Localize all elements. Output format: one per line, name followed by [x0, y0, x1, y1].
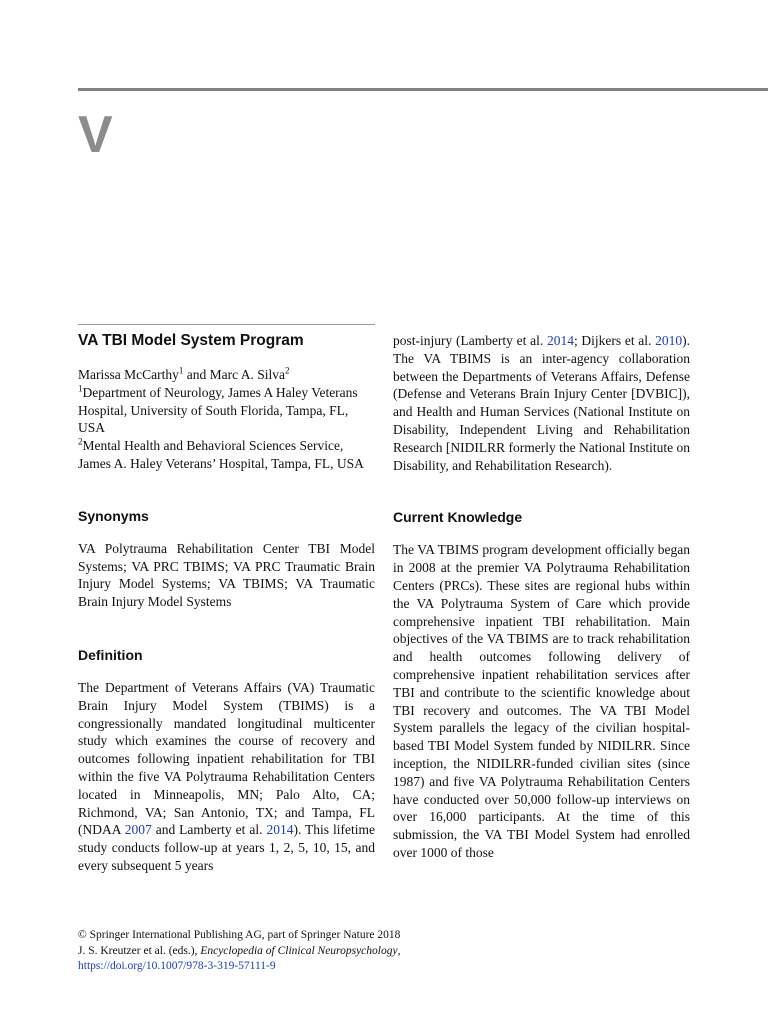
left-column [78, 330, 375, 875]
definition-text-part: The Department of Veterans Affairs (VA) Traumatic Brain Injury Model System (TBIMS) is a congressionally mandated longitudinal multicenter study which examines the course of recovery and outcomes following inpatient rehabilitation for TBI within the five VA Polytrauma Rehabilitation Centers located in Minneapolis, MN; Palo Alto, CA; Richmond, VA; San Antonio, TX; and Tampa, FL (NDAA [78, 679, 375, 838]
footer-book-title: Encyclopedia of Clinical Neuropsychology [200, 944, 398, 957]
citation-link-dijkers-2010[interactable]: 2010 [655, 333, 683, 348]
author-2-sup: 2 [284, 365, 290, 376]
affiliation-1 [78, 384, 375, 437]
right-column [393, 330, 690, 862]
affiliation-2-num: 2 [78, 436, 83, 447]
continuation-text [393, 332, 690, 474]
author-1: Marissa McCarthy [78, 367, 179, 382]
affiliation-1-num: 1 [78, 383, 83, 394]
affiliation-2 [78, 437, 375, 473]
affiliation-1-text: Department of Neurology, James A Haley Veterans Hospital, University of South Florida, Tampa, FL, USA [78, 384, 358, 436]
doi-link[interactable]: https://doi.org/10.1007/978-3-319-57111-9 [78, 960, 276, 972]
current-knowledge-text: The VA TBIMS program development officially began in 2008 at the premier VA Polytrauma Rehabilitation Centers (PRCs). These sites are regional hubs within the VA Polytrauma System of Care which provide comprehensive inpatient TBI rehabilitation. Main objectives of the VA TBIMS are to track rehabilitation and health outcomes following delivery of comprehensive inpatient rehabilitation services after TBI and contribute to the scientific knowledge about TBI recovery and outcomes. The VA TBI Model System parallels the legacy of the civilian hospital-based TBI Model System funded by NIDILRR. Since inception, the NIDILRR-funded civilian sites (since 1987) and five VA Polytrauma Rehabilitation Centers have conducted over 50,000 follow-up interviews on over 16,000 participants. At the time of this submission, the VA TBI Model System had enrolled over 1000 of those [393, 542, 690, 860]
footer-comma: , [397, 944, 401, 957]
affiliation-2-text: Mental Health and Behavioral Sciences Service, James A. Haley Veterans’ Hospital, Tampa, FL, USA [78, 438, 364, 471]
citation-line [78, 944, 478, 960]
definition-text-part: ). This lifetime study conducts follow-up at years 1, 2, 5, 10, 15, and every subsequent 5 years [78, 822, 376, 873]
definition-text-part: and Lamberty et al. [155, 822, 263, 838]
author-1-sup: 1 [178, 365, 184, 376]
section-letter: V [78, 106, 113, 164]
footer-editors: J. S. Kreutzer et al. (eds.), [78, 944, 198, 957]
synonyms-heading: Synonyms [78, 507, 149, 524]
copyright-line: © Springer International Publishing AG, part of Springer Nature 2018 [78, 929, 401, 941]
author-line [78, 366, 375, 384]
definition-heading: Definition [78, 646, 143, 663]
continuation-text-part: ; Dijkers et al. [573, 333, 652, 348]
citation-link-lamberty-2014[interactable]: 2014 [546, 333, 574, 348]
definition-text [78, 679, 375, 875]
author-2: Marc A. Silva [209, 367, 285, 382]
top-rule [78, 88, 768, 91]
author-conjunction: and [186, 367, 207, 382]
continuation-text-part: post-injury (Lamberty et al. [393, 333, 544, 348]
title-rule [78, 324, 375, 325]
citation-link-ndaa-2007[interactable]: 2007 [124, 822, 152, 838]
entry-title: VA TBI Model System Program [78, 332, 304, 349]
synonyms-text: VA Polytrauma Rehabilitation Center TBI Model Systems; VA PRC TBIMS; VA PRC Traumatic Brain Injury Model Systems; VA TBIMS; VA Traumatic Brain Injury Model Systems [78, 540, 375, 610]
current-knowledge-heading: Current Knowledge [393, 509, 523, 526]
footer [78, 928, 478, 975]
citation-link-lamberty-2014[interactable]: 2014 [266, 822, 294, 838]
continuation-text-part: ). The VA TBIMS is an inter-agency collaboration between the Departments of Veterans Affairs, Defense (Defense and Veterans Brain Injury Center [DVBIC]), and Health and Human Services (National Institute on Disability, Independent Living and Rehabilitation Research [NIDILRR formerly the National Institute on Disability, and Rehabilitation Research). [393, 333, 691, 473]
